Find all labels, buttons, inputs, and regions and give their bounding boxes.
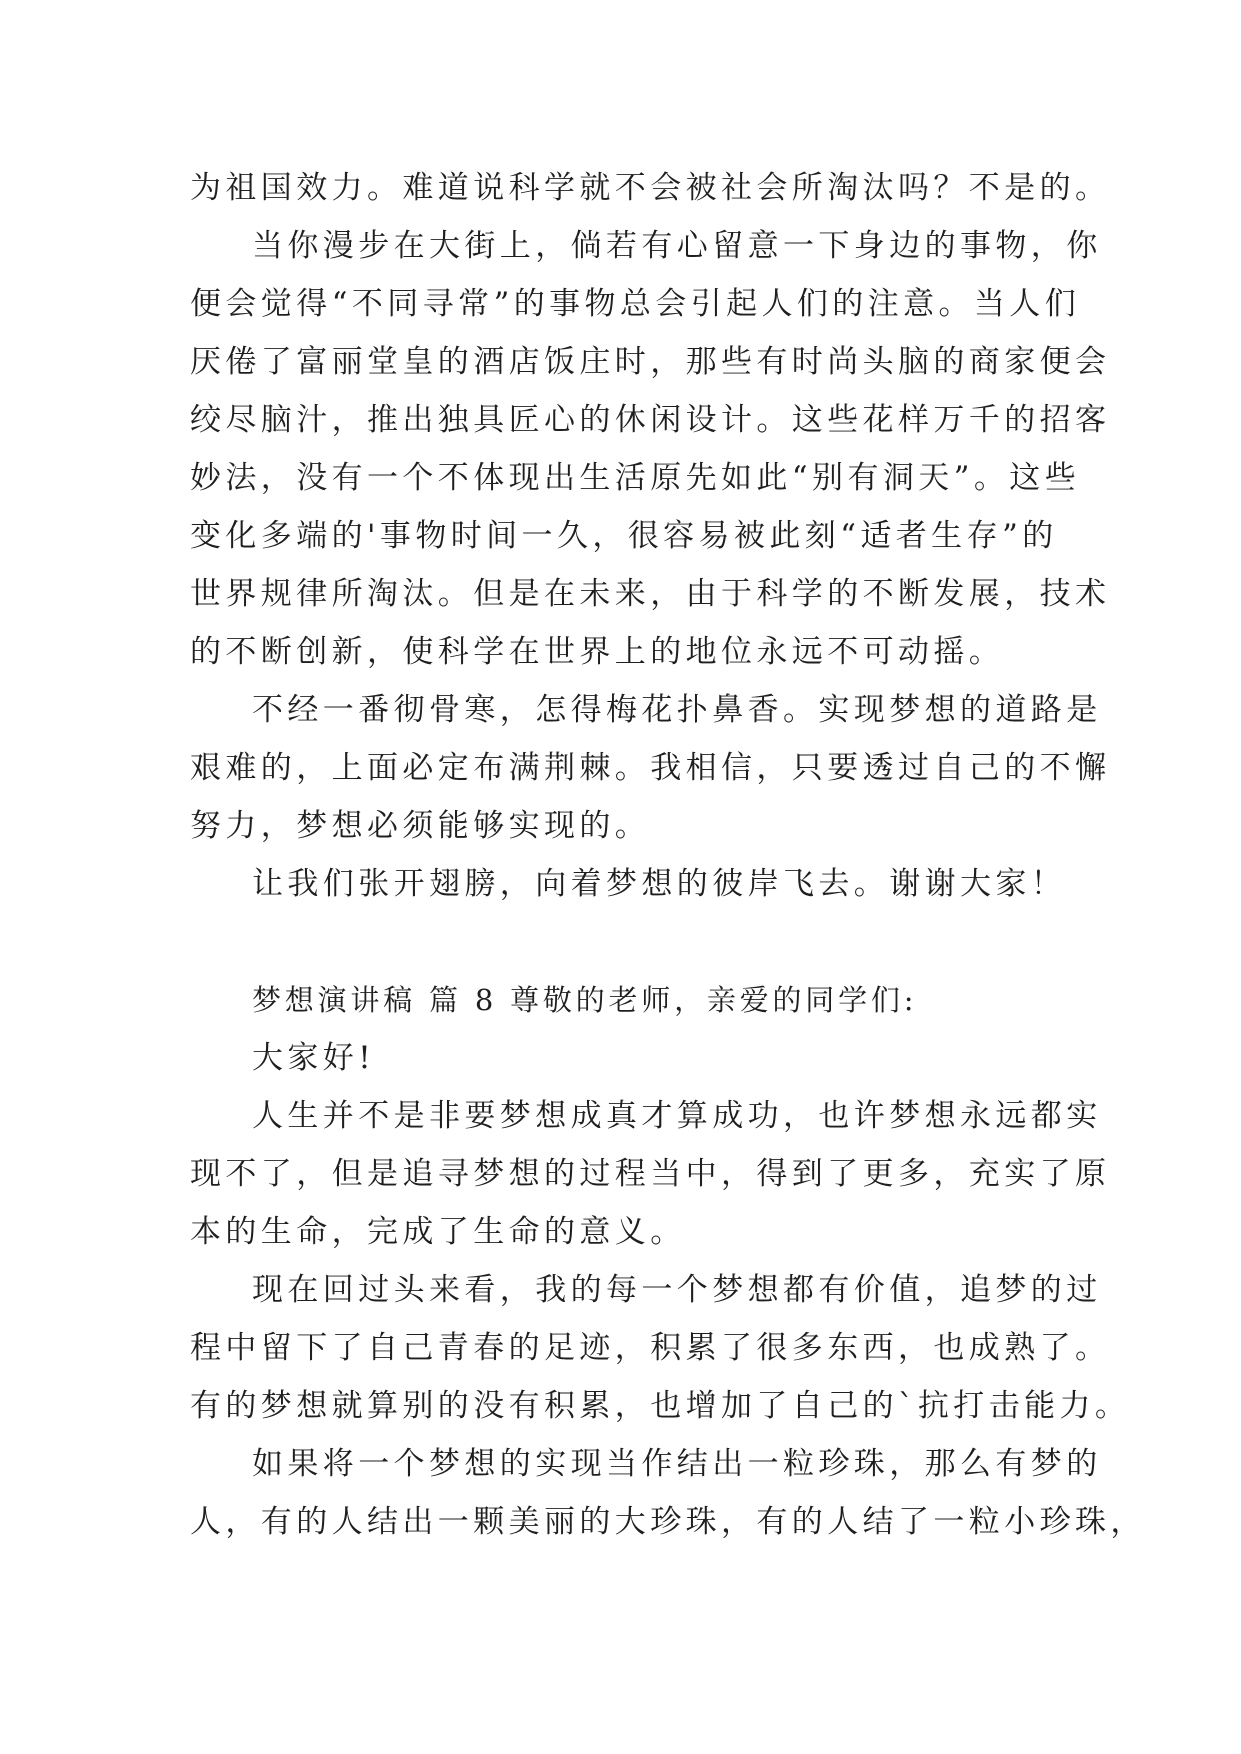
paragraph-line: 现在回过头来看，我的每一个梦想都有价值，追梦的过: [252, 1272, 1102, 1308]
paragraph-line: 的不断创新，使科学在世界上的地位永远不可动摇。: [190, 634, 1005, 670]
paragraph-line: 为祖国效力。难道说科学就不会被社会所淘汰吗？不是的。: [190, 170, 1111, 206]
paragraph-line: 不经一番彻骨寒，怎得梅花扑鼻香。实现梦想的道路是: [252, 692, 1102, 728]
paragraph-line: 有的梦想就算别的没有积累，也增加了自己的`抗打击能力。: [190, 1388, 1131, 1424]
paragraph-line: 让我们张开翅膀，向着梦想的彼岸飞去。谢谢大家！: [252, 866, 1067, 902]
paragraph-line: 妙法，没有一个不体现出生活原先如此“别有洞天”。这些: [190, 460, 1081, 496]
paragraph-line: 绞尽脑汁，推出独具匠心的休闲设计。这些花样万千的招客: [190, 402, 1111, 438]
section-heading: 梦想演讲稿 篇 8 尊敬的老师，亲爱的同学们:: [252, 983, 918, 1017]
paragraph-line: 如果将一个梦想的实现当作结出一粒珍珠，那么有梦的: [252, 1446, 1102, 1482]
paragraph-line: 程中留下了自己青春的足迹，积累了很多东西，也成熟了。: [190, 1330, 1111, 1366]
paragraph-line: 人，有的人结出一颗美丽的大珍珠，有的人结了一粒小珍珠，: [190, 1504, 1146, 1540]
paragraph-line: 人生并不是非要梦想成真才算成功，也许梦想永远都实: [252, 1098, 1102, 1134]
paragraph-line: 艰难的，上面必定布满荆棘。我相信，只要透过自己的不懈: [190, 750, 1111, 786]
paragraph-line: 当你漫步在大街上，倘若有心留意一下身边的事物，你: [252, 228, 1102, 264]
paragraph-line: 厌倦了富丽堂皇的酒店饭庄时，那些有时尚头脑的商家便会: [190, 344, 1111, 380]
paragraph-line: 变化多端的'事物时间一久，很容易被此刻“适者生存”的: [190, 518, 1058, 554]
paragraph-line: 本的生命，完成了生命的意义。: [190, 1214, 686, 1250]
paragraph-line: 便会觉得“不同寻常”的事物总会引起人们的注意。当人们: [190, 286, 1081, 322]
greeting-line: 大家好!: [252, 1040, 376, 1076]
paragraph-line: 世界规律所淘汰。但是在未来，由于科学的不断发展，技术: [190, 576, 1111, 612]
paragraph-line: 努力，梦想必须能够实现的。: [190, 808, 651, 844]
paragraph-line: 现不了，但是追寻梦想的过程当中，得到了更多，充实了原: [190, 1156, 1111, 1192]
